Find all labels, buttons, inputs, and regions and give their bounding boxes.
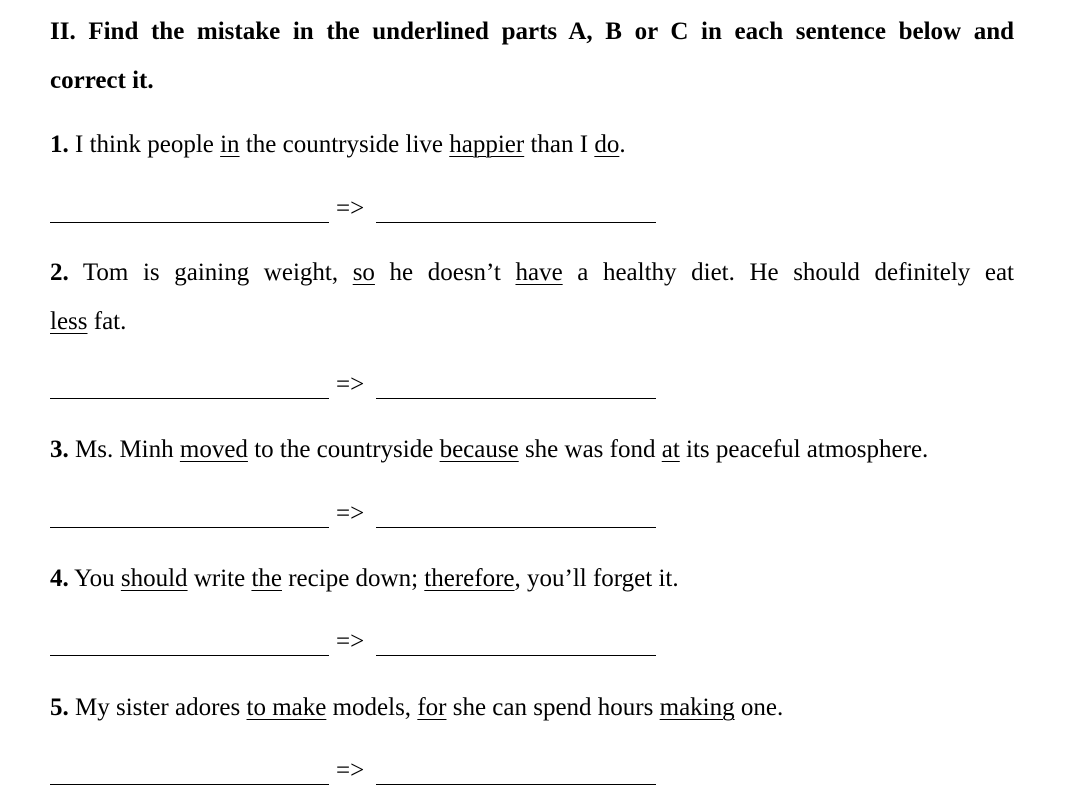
item-number: 4. [50, 565, 69, 592]
correction-blank[interactable] [376, 222, 656, 223]
arrow-label: => [336, 195, 365, 222]
item-number: 1. [50, 131, 69, 158]
underlined-part-b: happier [449, 131, 525, 158]
sentence-text: write [187, 565, 252, 592]
sentence-text: You [68, 565, 121, 592]
sentence-text: one. [734, 694, 784, 721]
sentence-text: fat. [87, 308, 127, 335]
sentence-text: the countryside live [239, 131, 450, 158]
correction-blank[interactable] [376, 784, 656, 785]
sentence-4 [50, 554, 1014, 603]
sentence-text: Tom is gaining weight, [68, 259, 353, 286]
answer-line-4 [50, 629, 660, 659]
item-number: 2. [50, 259, 69, 286]
mistake-blank[interactable] [50, 527, 329, 528]
answer-line-3 [50, 501, 660, 531]
arrow-label: => [336, 500, 365, 527]
mistake-blank[interactable] [50, 784, 329, 785]
sentence-1 [50, 120, 1014, 169]
sentence-text: a healthy diet. He should definitely eat [562, 259, 1015, 286]
sentence-text: she can spend hours [446, 694, 660, 721]
underlined-part-b: have [515, 259, 563, 286]
sentence-text: recipe down; [281, 565, 425, 592]
sentence-text: its peaceful atmosphere. [679, 436, 929, 463]
sentence-text: Ms. Minh [68, 436, 180, 463]
sentence-2 [50, 248, 1014, 346]
heading-line-1: II. Find the mistake in the underlined parts A, B or C in each sentence below and [50, 18, 1014, 45]
answer-line-2 [50, 372, 660, 402]
underlined-part-a: in [220, 131, 240, 158]
sentence-text: he doesn’t [374, 259, 516, 286]
underlined-part-c: therefore [424, 565, 515, 592]
sentence-2-line-2 [50, 297, 1014, 346]
sentence-text: , you’ll forget it. [514, 565, 679, 592]
sentence-text: to the countryside [247, 436, 440, 463]
sentence-5 [50, 683, 1014, 732]
sentence-text: she was fond [518, 436, 662, 463]
underlined-part-c: at [661, 436, 680, 463]
mistake-blank[interactable] [50, 655, 329, 656]
correction-blank[interactable] [376, 527, 656, 528]
sentence-text: . [619, 131, 626, 158]
sentence-2-line-1 [50, 248, 1014, 297]
underlined-part-c: making [659, 694, 735, 721]
underlined-part-a: should [120, 565, 188, 592]
arrow-label: => [336, 371, 365, 398]
underlined-part-a: so [352, 259, 375, 286]
answer-line-5 [50, 758, 660, 788]
sentence-3 [50, 425, 1014, 474]
exercise-heading [50, 7, 1014, 105]
sentence-text: models, [326, 694, 418, 721]
mistake-blank[interactable] [50, 222, 329, 223]
underlined-part-a: to make [246, 694, 327, 721]
correction-blank[interactable] [376, 655, 656, 656]
item-number: 3. [50, 436, 69, 463]
mistake-blank[interactable] [50, 398, 329, 399]
underlined-part-b: because [439, 436, 519, 463]
sentence-text: My sister adores [68, 694, 247, 721]
arrow-label: => [336, 628, 365, 655]
item-number: 5. [50, 694, 69, 721]
underlined-part-b: for [417, 694, 447, 721]
underlined-part-a: moved [179, 436, 248, 463]
sentence-text: I think people [68, 131, 221, 158]
correction-blank[interactable] [376, 398, 656, 399]
answer-line-1 [50, 196, 660, 226]
heading-line-2: correct it. [50, 67, 154, 94]
underlined-part-c: less [50, 308, 88, 335]
underlined-part-b: the [251, 565, 282, 592]
underlined-part-c: do [594, 131, 620, 158]
sentence-text: than I [524, 131, 595, 158]
arrow-label: => [336, 757, 365, 784]
